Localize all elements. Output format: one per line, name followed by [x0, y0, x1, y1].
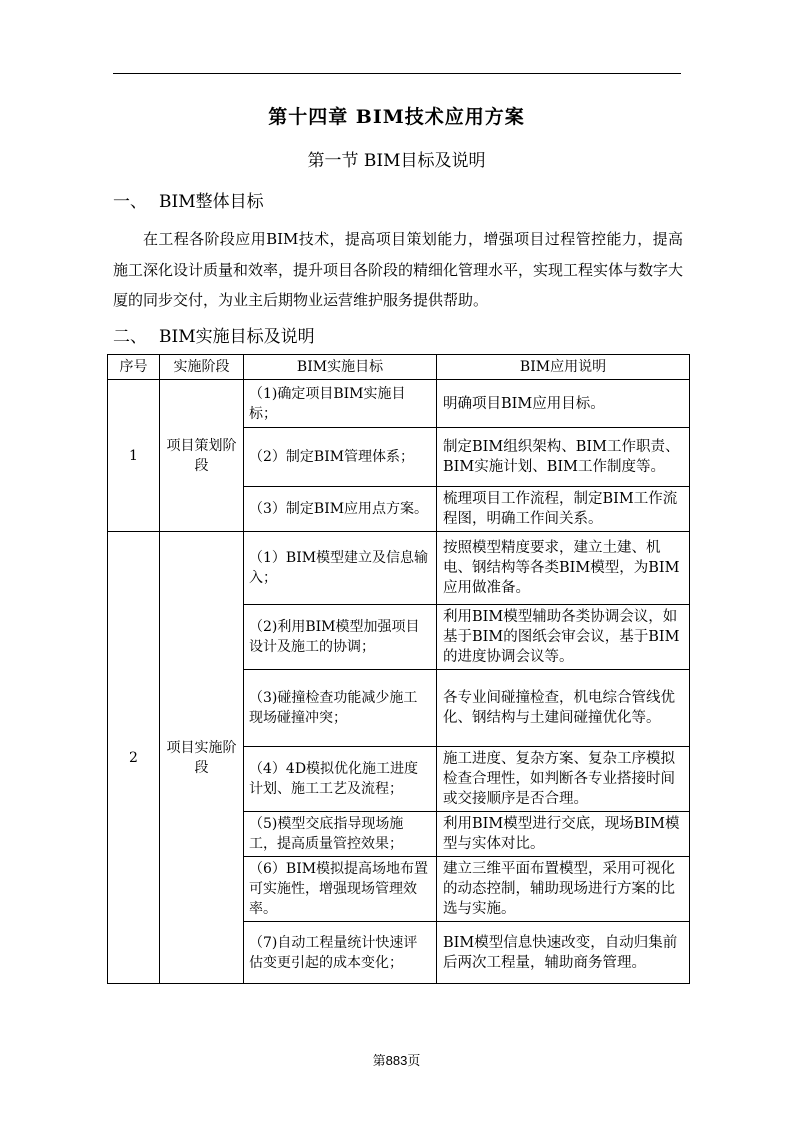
header-no: 序号 [108, 355, 160, 380]
description-cell: 梳理项目工作流程，制定BIM工作流程图，明确工作间关系。 [437, 487, 690, 532]
chapter-title: 第十四章 BIM技术应用方案 [268, 106, 525, 128]
table-row [108, 380, 690, 428]
goal-cell: （1）BIM模型建立及信息输入； [244, 532, 437, 605]
header-goal: BIM实施目标 [244, 355, 437, 380]
row-number: 2 [108, 532, 160, 984]
page-number: 第883页 [372, 1053, 421, 1068]
goal-cell: （2）制定BIM管理体系； [244, 428, 437, 487]
table-row [108, 532, 690, 605]
goal-cell: （6）BIM模拟提高场地布置可实施性，增强现场管理效率。 [244, 857, 437, 922]
goal-cell: （5)模型交底指导现场施工，提高质量管控效果； [244, 812, 437, 857]
table-header-row [108, 355, 690, 380]
heading-text: BIM整体目标 [159, 192, 264, 212]
description-cell: BIM模型信息快速改变，自动归集前后两次工程量，辅助商务管理。 [437, 922, 690, 984]
description-cell: 施工进度、复杂方案、复杂工序模拟检查合理性，如判断各专业搭接时间或交接顺序是否合理。 [437, 747, 690, 812]
description-cell: 制定BIM组织架构、BIM工作职责、BIM实施计划、BIM工作制度等。 [437, 428, 690, 487]
description-cell: 利用BIM模型辅助各类协调会议，如基于BIM的图纸会审会议，基于BIM的进度协调会议等。 [437, 605, 690, 670]
goal-cell: （1)确定项目BIM实施目标； [244, 380, 437, 428]
heading-text: BIM实施目标及说明 [159, 327, 315, 347]
header-rule [113, 73, 681, 74]
goal-cell: （4）4D模拟优化施工进度计划、施工工艺及流程； [244, 747, 437, 812]
goal-cell: （2)利用BIM模型加强项目设计及施工的协调； [244, 605, 437, 670]
description-cell: 按照模型精度要求，建立土建、机电、钢结构等各类BIM模型，为BIM应用做准备。 [437, 532, 690, 605]
stage-cell: 项目策划阶段 [160, 380, 244, 532]
description-cell: 利用BIM模型进行交底，现场BIM模型与实体对比。 [437, 812, 690, 857]
bim-goals-table [107, 354, 690, 984]
description-cell: 建立三维平面布置模型，采用可视化的动态控制，辅助现场进行方案的比选与实施。 [437, 857, 690, 922]
goal-cell: （3）制定BIM应用点方案。 [244, 487, 437, 532]
description-cell: 明确项目BIM应用目标。 [437, 380, 690, 428]
goal-cell: （3)碰撞检查功能减少施工现场碰撞冲突； [244, 670, 437, 747]
heading-implementation-goals [113, 322, 315, 347]
heading-number: 一、 [113, 192, 147, 212]
header-stage: 实施阶段 [160, 355, 244, 380]
row-number: 1 [108, 380, 160, 532]
overall-goal-paragraph: 在工程各阶段应用BIM技术，提高项目策划能力，增强项目过程管控能力，提高施工深化设计质量和效率，提升项目各阶段的精细化管理水平，实现工程实体与数字大厦的同步交付，为业主后期物业运营维护服务提供帮助。 [113, 230, 684, 309]
description-cell: 各专业间碰撞检查，机电综合管线优化、钢结构与土建间碰撞优化等。 [437, 670, 690, 747]
header-description: BIM应用说明 [437, 355, 690, 380]
section-title: 第一节 BIM目标及说明 [307, 151, 486, 171]
goal-cell: （7)自动工程量统计快速评估变更引起的成本变化； [244, 922, 437, 984]
heading-overall-goal [113, 187, 264, 212]
stage-cell: 项目实施阶段 [160, 532, 244, 984]
heading-number: 二、 [113, 327, 147, 347]
